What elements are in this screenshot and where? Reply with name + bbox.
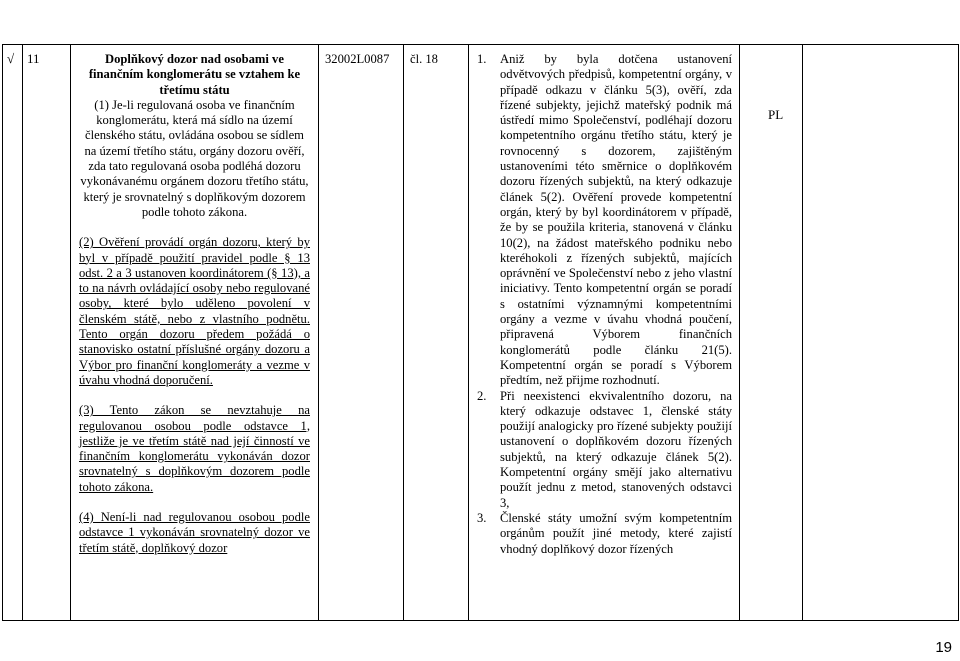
- paragraph-1: (1) Je-li regulovaná osoba ve finančním konglomerátu, která má sídlo na území členského státu, ovládána osobou se sídlem na území třetího státu, orgány dozoru ověří, zda tato regulovaná osoba podléhá dozoru vykonávanému orgánem dozoru třetího státu, který je srovnatelný s doplňkovým dozorem podle tohoto zákona.: [80, 97, 309, 219]
- table-row: [3, 45, 959, 621]
- directive-items: [473, 52, 732, 557]
- compliance-code: PL: [768, 107, 784, 122]
- paragraph-3: (3) Tento zákon se nevztahuje na regulovanou osobou podle odstavce 1, jestliže je ve třetím státě nad její činností ve finančním konglomerátu vykonáván dozor srovnatelný s doplňkovým dozorem podle tohoto zákona.: [79, 403, 310, 494]
- paragraph-4: (4) Není-li nad regulovanou osobou podle odstavce 1 vykonáván srovnatelný dozor ve třetím státě, doplňkový dozor: [79, 510, 310, 555]
- celex-cell: [319, 45, 404, 621]
- language-cell: [740, 45, 803, 621]
- section-number-cell: [23, 45, 71, 621]
- page-number: 19: [935, 639, 952, 656]
- article-reference: čl. 18: [410, 52, 438, 66]
- section-title: Doplňkový dozor nad osobami ve finančním konglomerátu se vztahem ke třetímu státu: [88, 52, 301, 97]
- check-mark-icon: √: [7, 51, 15, 66]
- celex-number: 32002L0087: [325, 52, 390, 66]
- paragraph-2: (2) Ověření provádí orgán dozoru, který by byl v případě použití pravidel podle § 13 odst. 2 a 3 ustanoven koordinátorem (§ 13), a to na návrh ovládající osoby nebo regulované osoby, které bylo uděleno povolení v členském státě, nebo z vlastního podnětu. Tento orgán dozoru předem požádá o stanovisko ostatní příslušné orgány dozoru a Výbor pro finanční konglomeráty a vezme v úvahu vhodná doporučení.: [79, 235, 310, 387]
- list-item: 3. Členské státy umožní svým kompetentním orgánům použít jiné metody, které zajistí vhodný doplňkový dozor řízených: [477, 510, 732, 556]
- marker-cell: [3, 45, 23, 621]
- list-item: 2. Při neexistenci ekvivalentního dozoru, na který odkazuje odstavec 1, členské státy použijí analogicky pro řízené subjekty použijí ustanovení o doplňkovém dozoru řízených subjektů, na který odkazuje článek 5(2). Kompetentní orgány smějí jako alternativu použít jednu z metod, stanovených odstavci 3,: [477, 388, 732, 510]
- comparison-table: [2, 44, 959, 621]
- list-item: 1. Aniž by byla dotčena ustanovení odvětvových předpisů, kompetentní orgány, v případě odkazu v článku 5(3), ověří, zda řízené subjekty, jejichž mateřský podnik má ústředí mimo Společenství, podléhají dozoru kompetentního orgánu třetího státu, který je rovnocenný s dozorem, zajištěným ustanoveními této směrnice o doplňkovém dozoru řízených subjektů, na který odkazuje článek 5(2). Ověření provede kompetentní orgán, který by byl koordinátorem v případě, že by se použila kriteria, stanovená v článku 10(2), na žádost mateřského podniku nebo kteréhokoli z řízených subjektů, majících oprávnění ve Společenství nebo z jeho vlastní iniciativy. Tento kompetentní orgán se poradí s ostatními významnými kompetentními orgány a vezme v úvahu vhodná poučení, připravená Výborem finančních konglomerátů podle článku 21(5). Kompetentní orgán se poradí s Výborem předtím, než přijme rozhodnutí.: [477, 52, 732, 388]
- notes-cell: [803, 45, 959, 621]
- czech-law-cell: [71, 45, 319, 621]
- directive-text-cell: [469, 45, 740, 621]
- section-number: 11: [27, 51, 40, 66]
- article-cell: [404, 45, 469, 621]
